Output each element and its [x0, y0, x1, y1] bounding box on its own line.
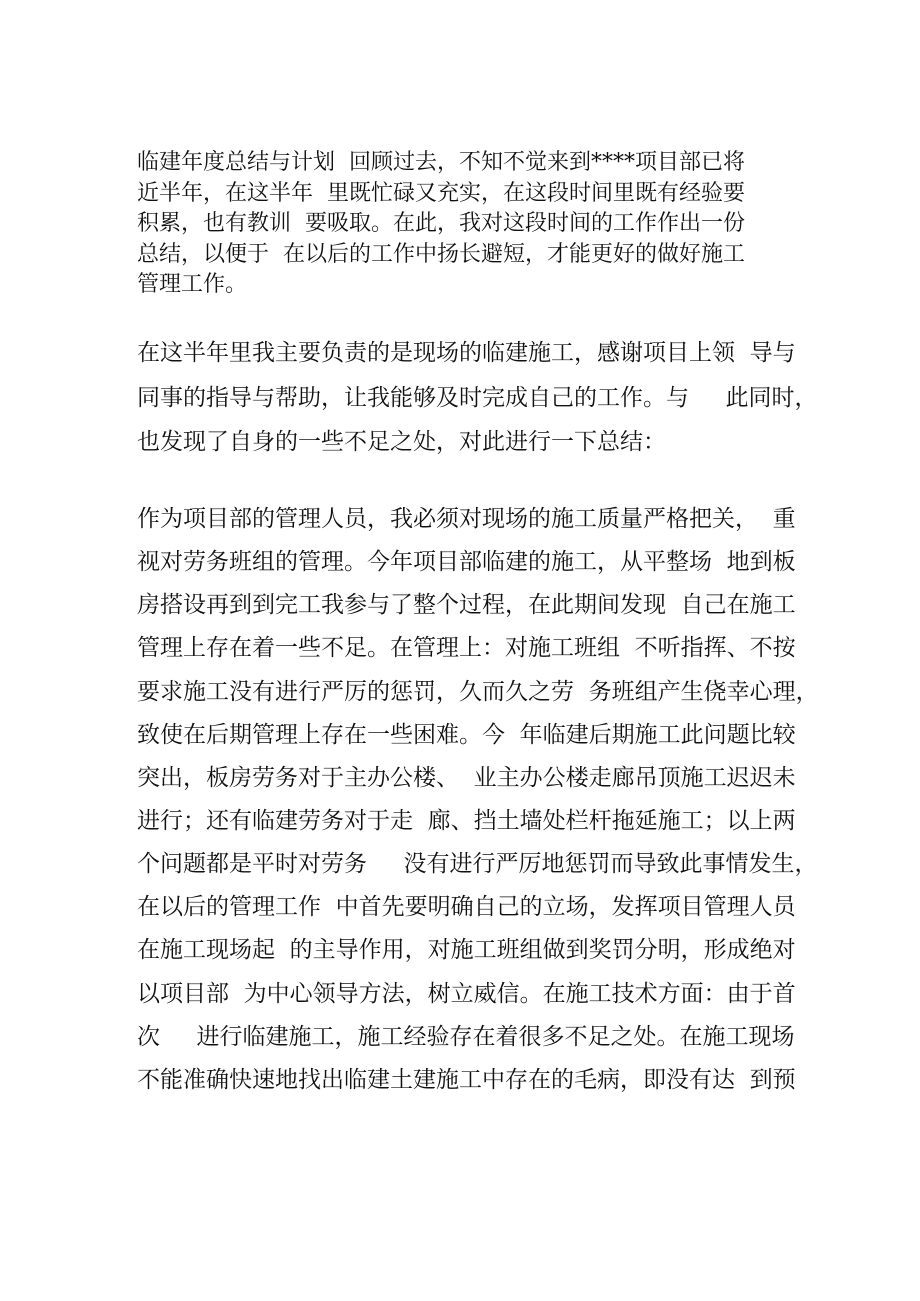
text-line: 总结，以便于 在以后的工作中扬长避短，才能更好的做好施工	[137, 241, 745, 267]
paragraph-intro	[137, 148, 817, 301]
text-line: 近半年，在这半年 里既忙碌又充实，在这段时间里既有经验要	[137, 180, 745, 206]
text-line: 临建年度总结与计划 回顾过去，不知不觉来到****项目部已将	[137, 150, 745, 175]
text-line: 致使在后期管理上存在一些困难。今 年临建后期施工此问题比较	[137, 721, 796, 748]
text-line: 同事的指导与帮助，让我能够及时完成自己的工作。与 此同时，	[137, 384, 818, 411]
text-line: 积累，也有教训 要吸取。在此，我对这段时间的工作作出一份	[137, 211, 745, 236]
paragraph-responsibilities	[137, 331, 817, 465]
paragraph-management-review	[137, 498, 817, 1102]
text-line: 也发现了自身的一些不足之处，对此进行一下总结：	[137, 429, 666, 455]
text-line: 突出，板房劳务对于主办公楼、 业主办公楼走廊吊顶施工迟迟未	[137, 764, 796, 791]
text-line: 要求施工没有进行严厉的惩罚，久而久之劳 务班组产生侥幸心理，	[137, 678, 819, 705]
text-line: 次 进行临建施工，施工经验存在着很多不足之处。在施工现场	[137, 1023, 795, 1050]
text-line: 不能准确快速地找出临建土建施工中存在的毛病，即没有达 到预	[137, 1066, 796, 1093]
text-line: 在以后的管理工作 中首先要明确自己的立场，发挥项目管理人员	[137, 894, 796, 921]
text-line: 视对劳务班组的管理。今年项目部临建的施工，从平整场 地到板	[137, 549, 796, 576]
text-line: 个问题都是平时对劳务 没有进行严厉地惩罚而导致此事情发生，	[137, 851, 818, 878]
text-line: 房搭设再到到完工我参与了整个过程，在此期间发现 自己在施工	[137, 592, 796, 619]
text-line: 进行；还有临建劳务对于走 廊、挡土墙处栏杆拖延施工；以上两	[137, 807, 796, 834]
text-line: 管理工作。	[137, 272, 248, 297]
text-line: 在施工现场起 的主导作用，对施工班组做到奖罚分明，形成绝对	[137, 937, 796, 964]
text-line: 作为项目部的管理人员，我必须对现场的施工质量严格把关， 重	[137, 506, 796, 532]
text-line: 以项目部 为中心领导方法，树立威信。在施工技术方面：由于首	[137, 980, 796, 1007]
text-line: 在这半年里我主要负责的是现场的临建施工，感谢项目上领 导与	[137, 340, 796, 366]
text-line: 管理上存在着一些不足。在管理上：对施工班组 不听指挥、不按	[137, 635, 796, 662]
